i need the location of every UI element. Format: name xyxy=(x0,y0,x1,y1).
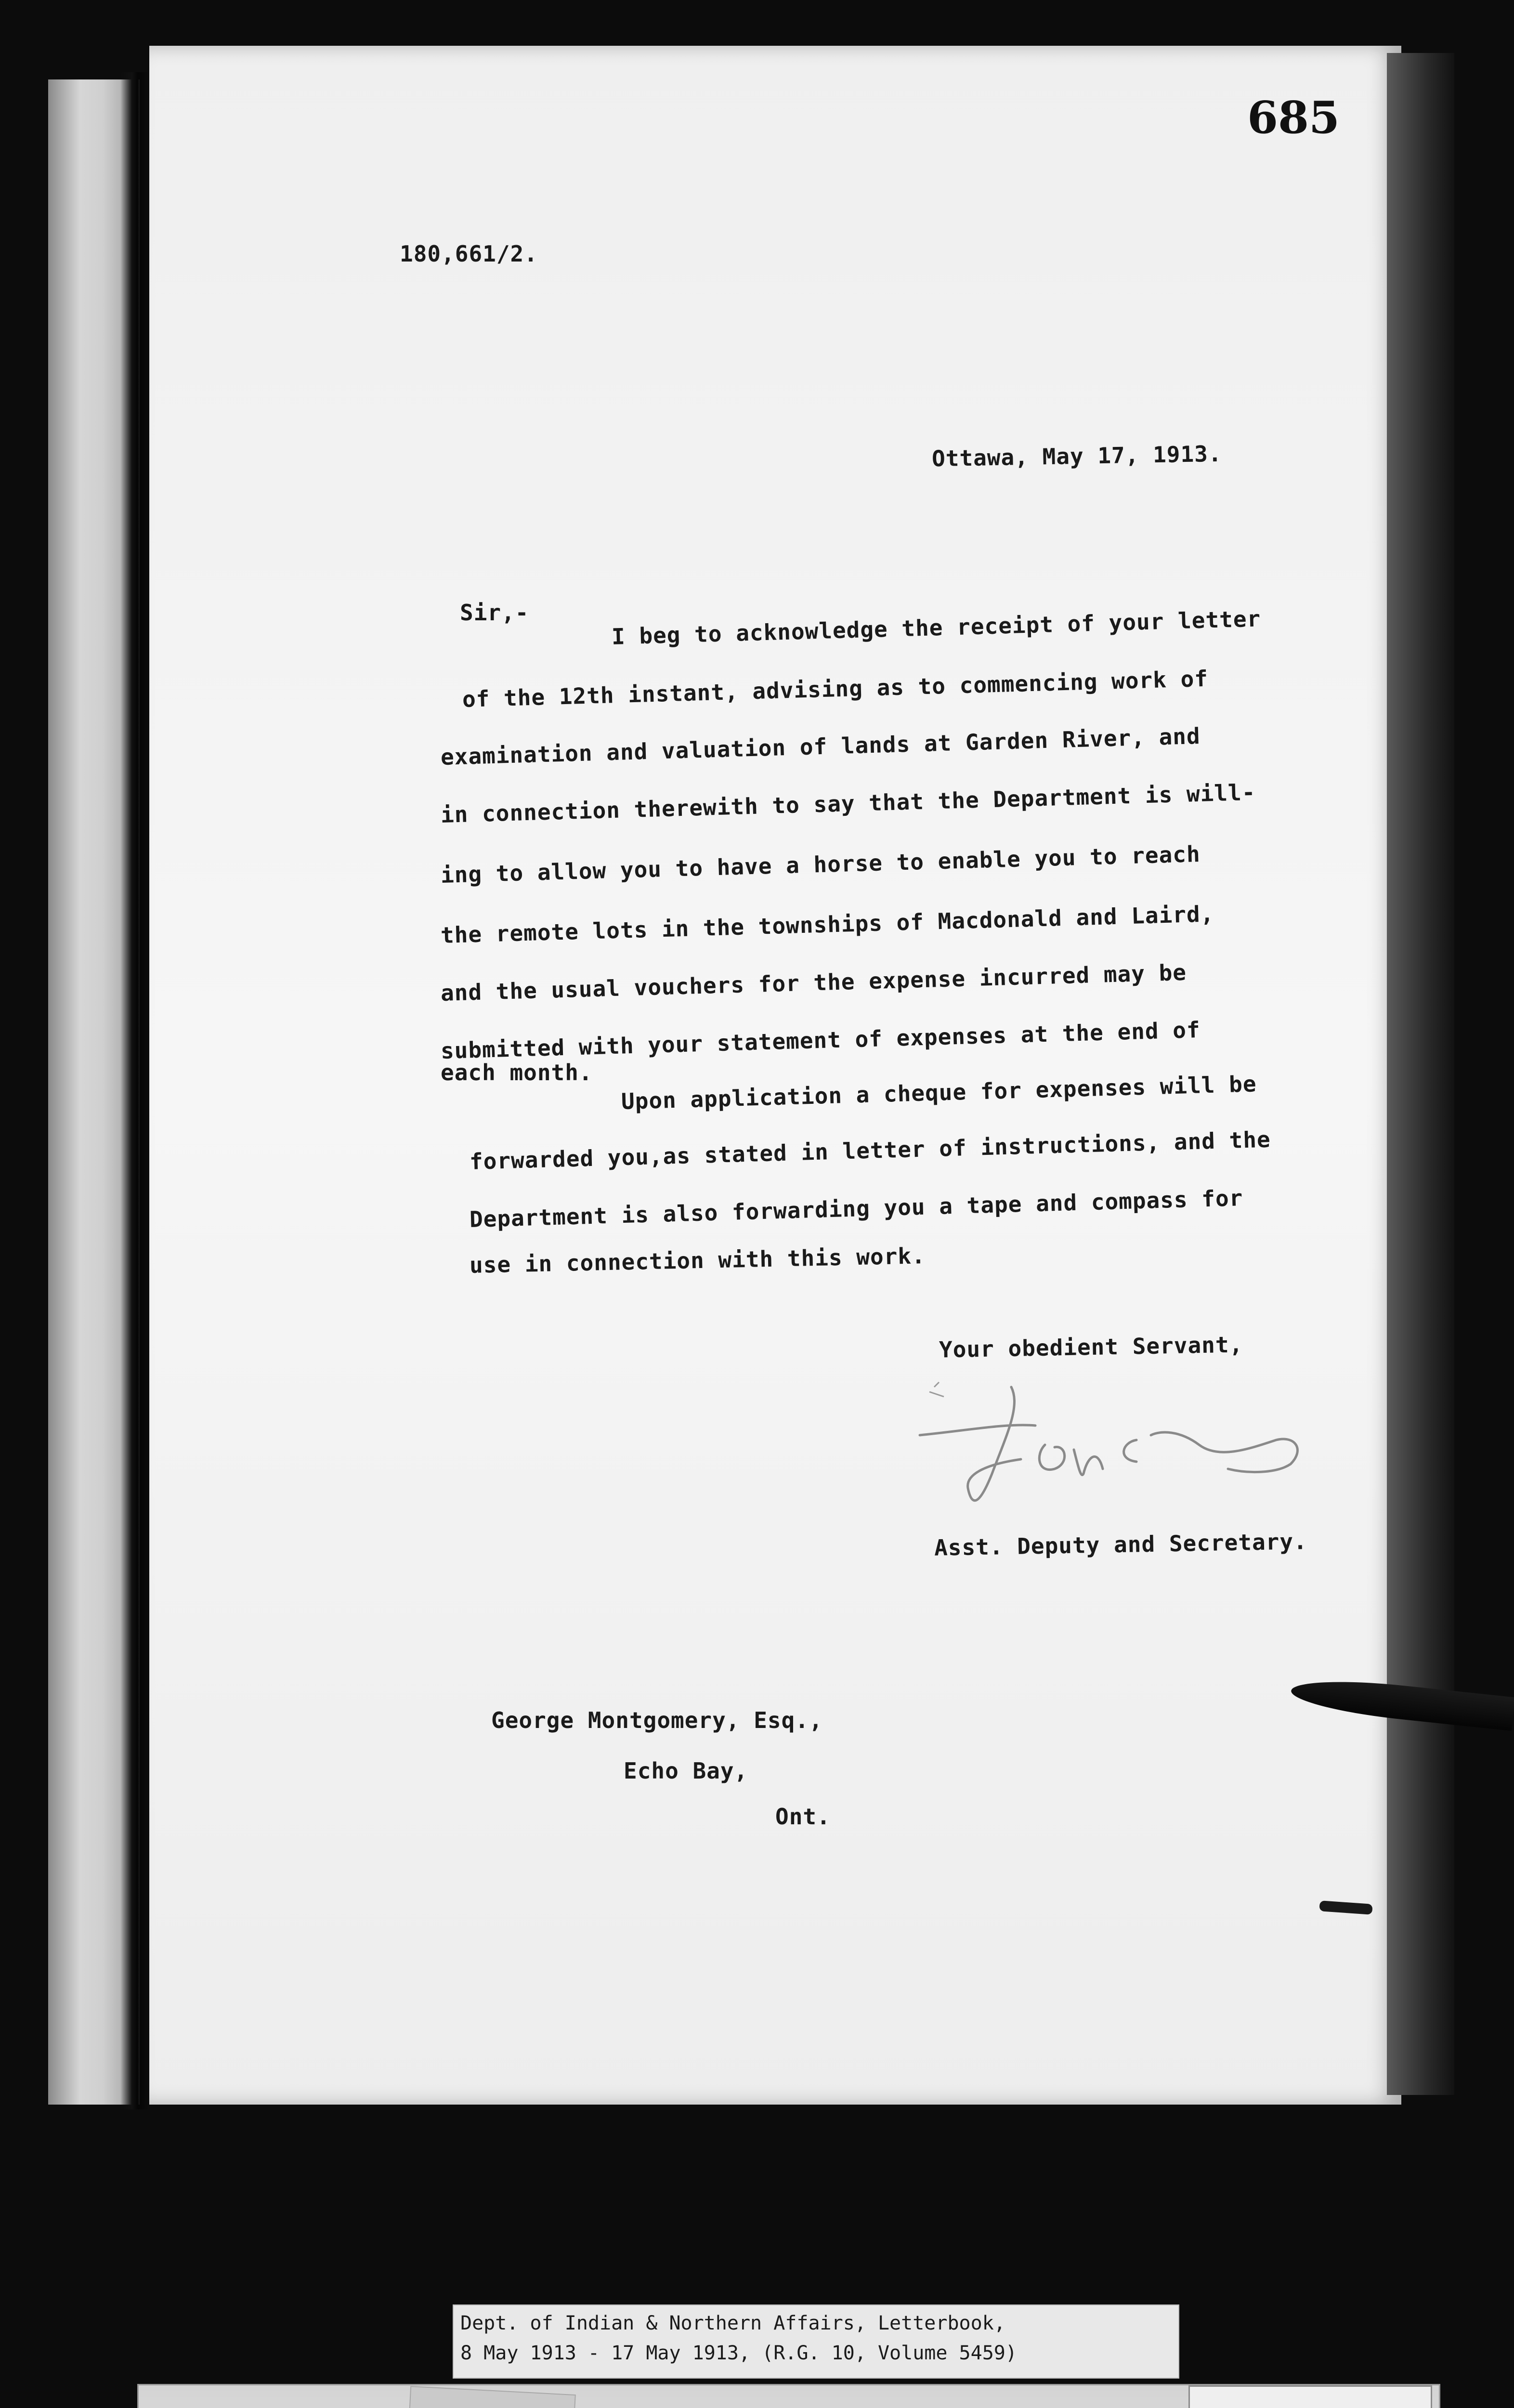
public-archives-card xyxy=(137,2384,1440,2408)
place-date: Ottawa, May 17, 1913. xyxy=(931,440,1223,472)
body-line: the remote lots in the townships of Macdonald and Laird, xyxy=(440,901,1215,948)
body-line: submitted with your statement of expenses at the end of xyxy=(440,1016,1201,1064)
body-line: Department is also forwarding you a tape and compass for xyxy=(469,1185,1244,1232)
body-line: in connection therewith to say that the Department is will- xyxy=(440,779,1256,828)
archive-label-line: Dept. of Indian & Northern Affairs, Letterbook, xyxy=(460,2312,1005,2334)
body-line: Upon application a cheque for expenses will be xyxy=(621,1071,1257,1114)
tape-strip xyxy=(406,2386,576,2408)
page-edge xyxy=(1387,53,1454,2095)
signature-title: Asst. Deputy and Secretary. xyxy=(934,1528,1308,1561)
signature xyxy=(910,1377,1344,1531)
addressee-province: Ont. xyxy=(775,1804,831,1830)
tight-binding-label xyxy=(1188,2385,1432,2408)
body-line: forwarded you,as stated in letter of instructions, and the xyxy=(469,1126,1271,1175)
body-line: of the 12th instant, advising as to commencing work of xyxy=(462,665,1209,712)
body-line: ing to allow you to have a horse to enable you to reach xyxy=(440,840,1201,888)
body-line: examination and valuation of lands at Garden River, and xyxy=(440,722,1201,770)
body-line: each month. xyxy=(441,1060,593,1086)
page-number: 685 xyxy=(1247,92,1340,144)
closing: Your obedient Servant, xyxy=(939,1331,1243,1363)
body-line: and the usual vouchers for the expense incurred may be xyxy=(440,959,1187,1006)
gutter-shadow xyxy=(120,72,149,2109)
salutation: Sir,- xyxy=(460,600,529,626)
addressee-name: George Montgomery, Esq., xyxy=(491,1707,823,1733)
body-line: use in connection with this work. xyxy=(469,1243,926,1278)
addressee-place: Echo Bay, xyxy=(624,1758,748,1784)
archive-label-line: 8 May 1913 - 17 May 1913, (R.G. 10, Volume 5459) xyxy=(460,2342,1017,2364)
archive-reference-label xyxy=(453,2304,1179,2379)
file-reference: 180,661/2. xyxy=(400,241,538,267)
body-line: I beg to acknowledge the receipt of your letter xyxy=(611,605,1261,650)
